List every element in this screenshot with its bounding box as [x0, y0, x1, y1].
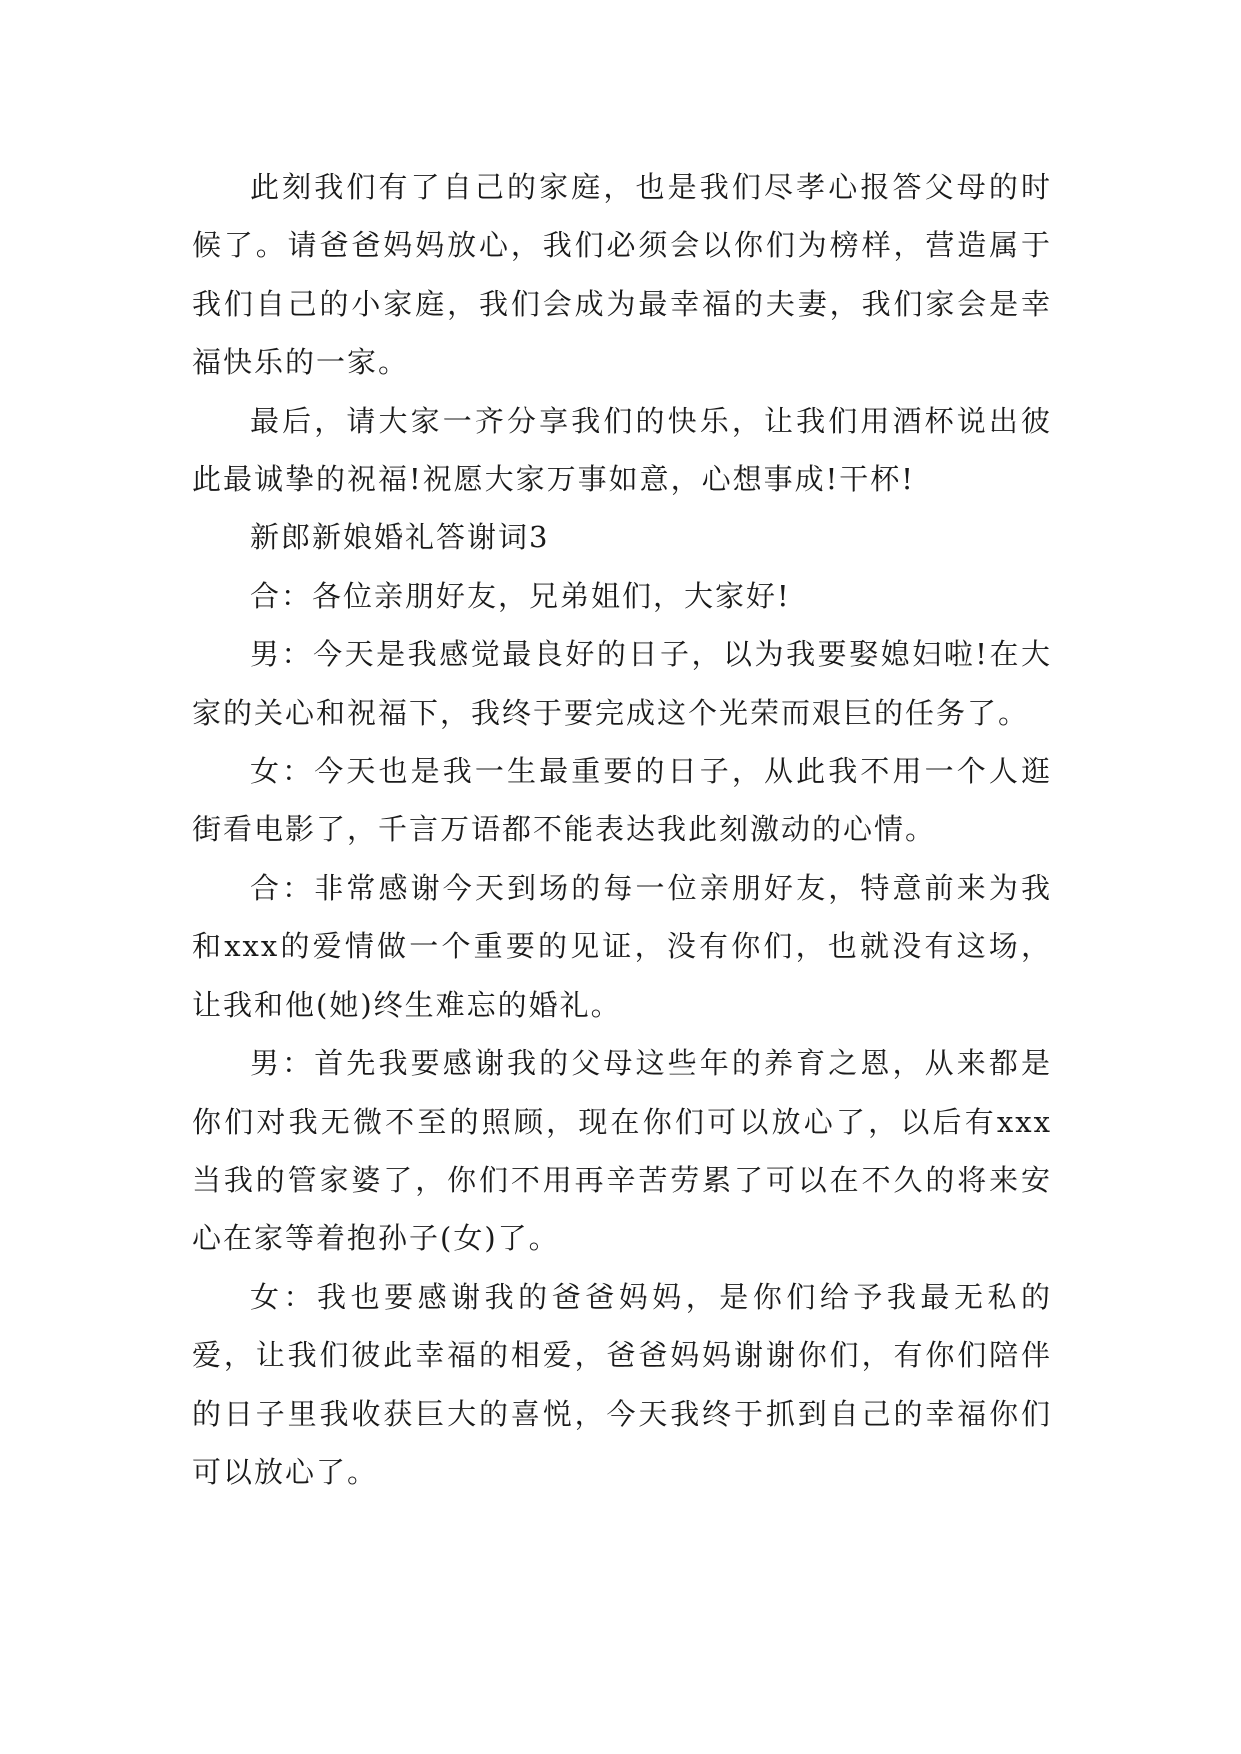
paragraph-family-gratitude: 此刻我们有了自己的家庭，也是我们尽孝心报答父母的时候了。请爸爸妈妈放心，我们必须会以你们为榜样，营造属于我们自己的小家庭，我们会成为最幸福的夫妻，我们家会是幸福快乐的一家。	[192, 170, 1052, 380]
paragraph-bride-1: 女：今天也是我一生最重要的日子，从此我不用一个人逛街看电影了，千言万语都不能表达我此刻激动的心情。	[192, 754, 1052, 847]
paragraph-toast: 最后，请大家一齐分享我们的快乐，让我们用酒杯说出彼此最诚挚的祝福!祝愿大家万事如意，心想事成!干杯!	[192, 403, 1052, 497]
paragraph-together-thanks: 合：非常感谢今天到场的每一位亲朋好友，特意前来为我和xxx的爱情做一个重要的见证，没有你们，也就没有这场，让我和他(她)终生难忘的婚礼。	[192, 870, 1052, 1022]
paragraph-groom-2: 男：首先我要感谢我的父母这些年的养育之恩，从来都是你们对我无微不至的照顾，现在你们可以放心了，以后有xxx当我的管家婆了，你们不用再辛苦劳累了可以在不久的将来安心在家等着抱孙子(女)了。	[192, 1046, 1052, 1256]
paragraph-groom-1: 男：今天是我感觉最良好的日子，以为我要娶媳妇啦!在大家的关心和祝福下，我终于要完成这个光荣而艰巨的任务了。	[192, 637, 1052, 730]
document-body	[192, 158, 1052, 1501]
paragraph-bride-2: 女：我也要感谢我的爸爸妈妈，是你们给予我最无私的爱，让我们彼此幸福的相爱，爸爸妈妈谢谢你们，有你们陪伴的日子里我收获巨大的喜悦，今天我终于抓到自己的幸福你们可以放心了。	[192, 1279, 1052, 1489]
paragraph-together-greeting: 合：各位亲朋好友，兄弟姐们，大家好!	[250, 578, 791, 613]
section-heading: 新郎新娘婚礼答谢词3	[250, 520, 550, 555]
